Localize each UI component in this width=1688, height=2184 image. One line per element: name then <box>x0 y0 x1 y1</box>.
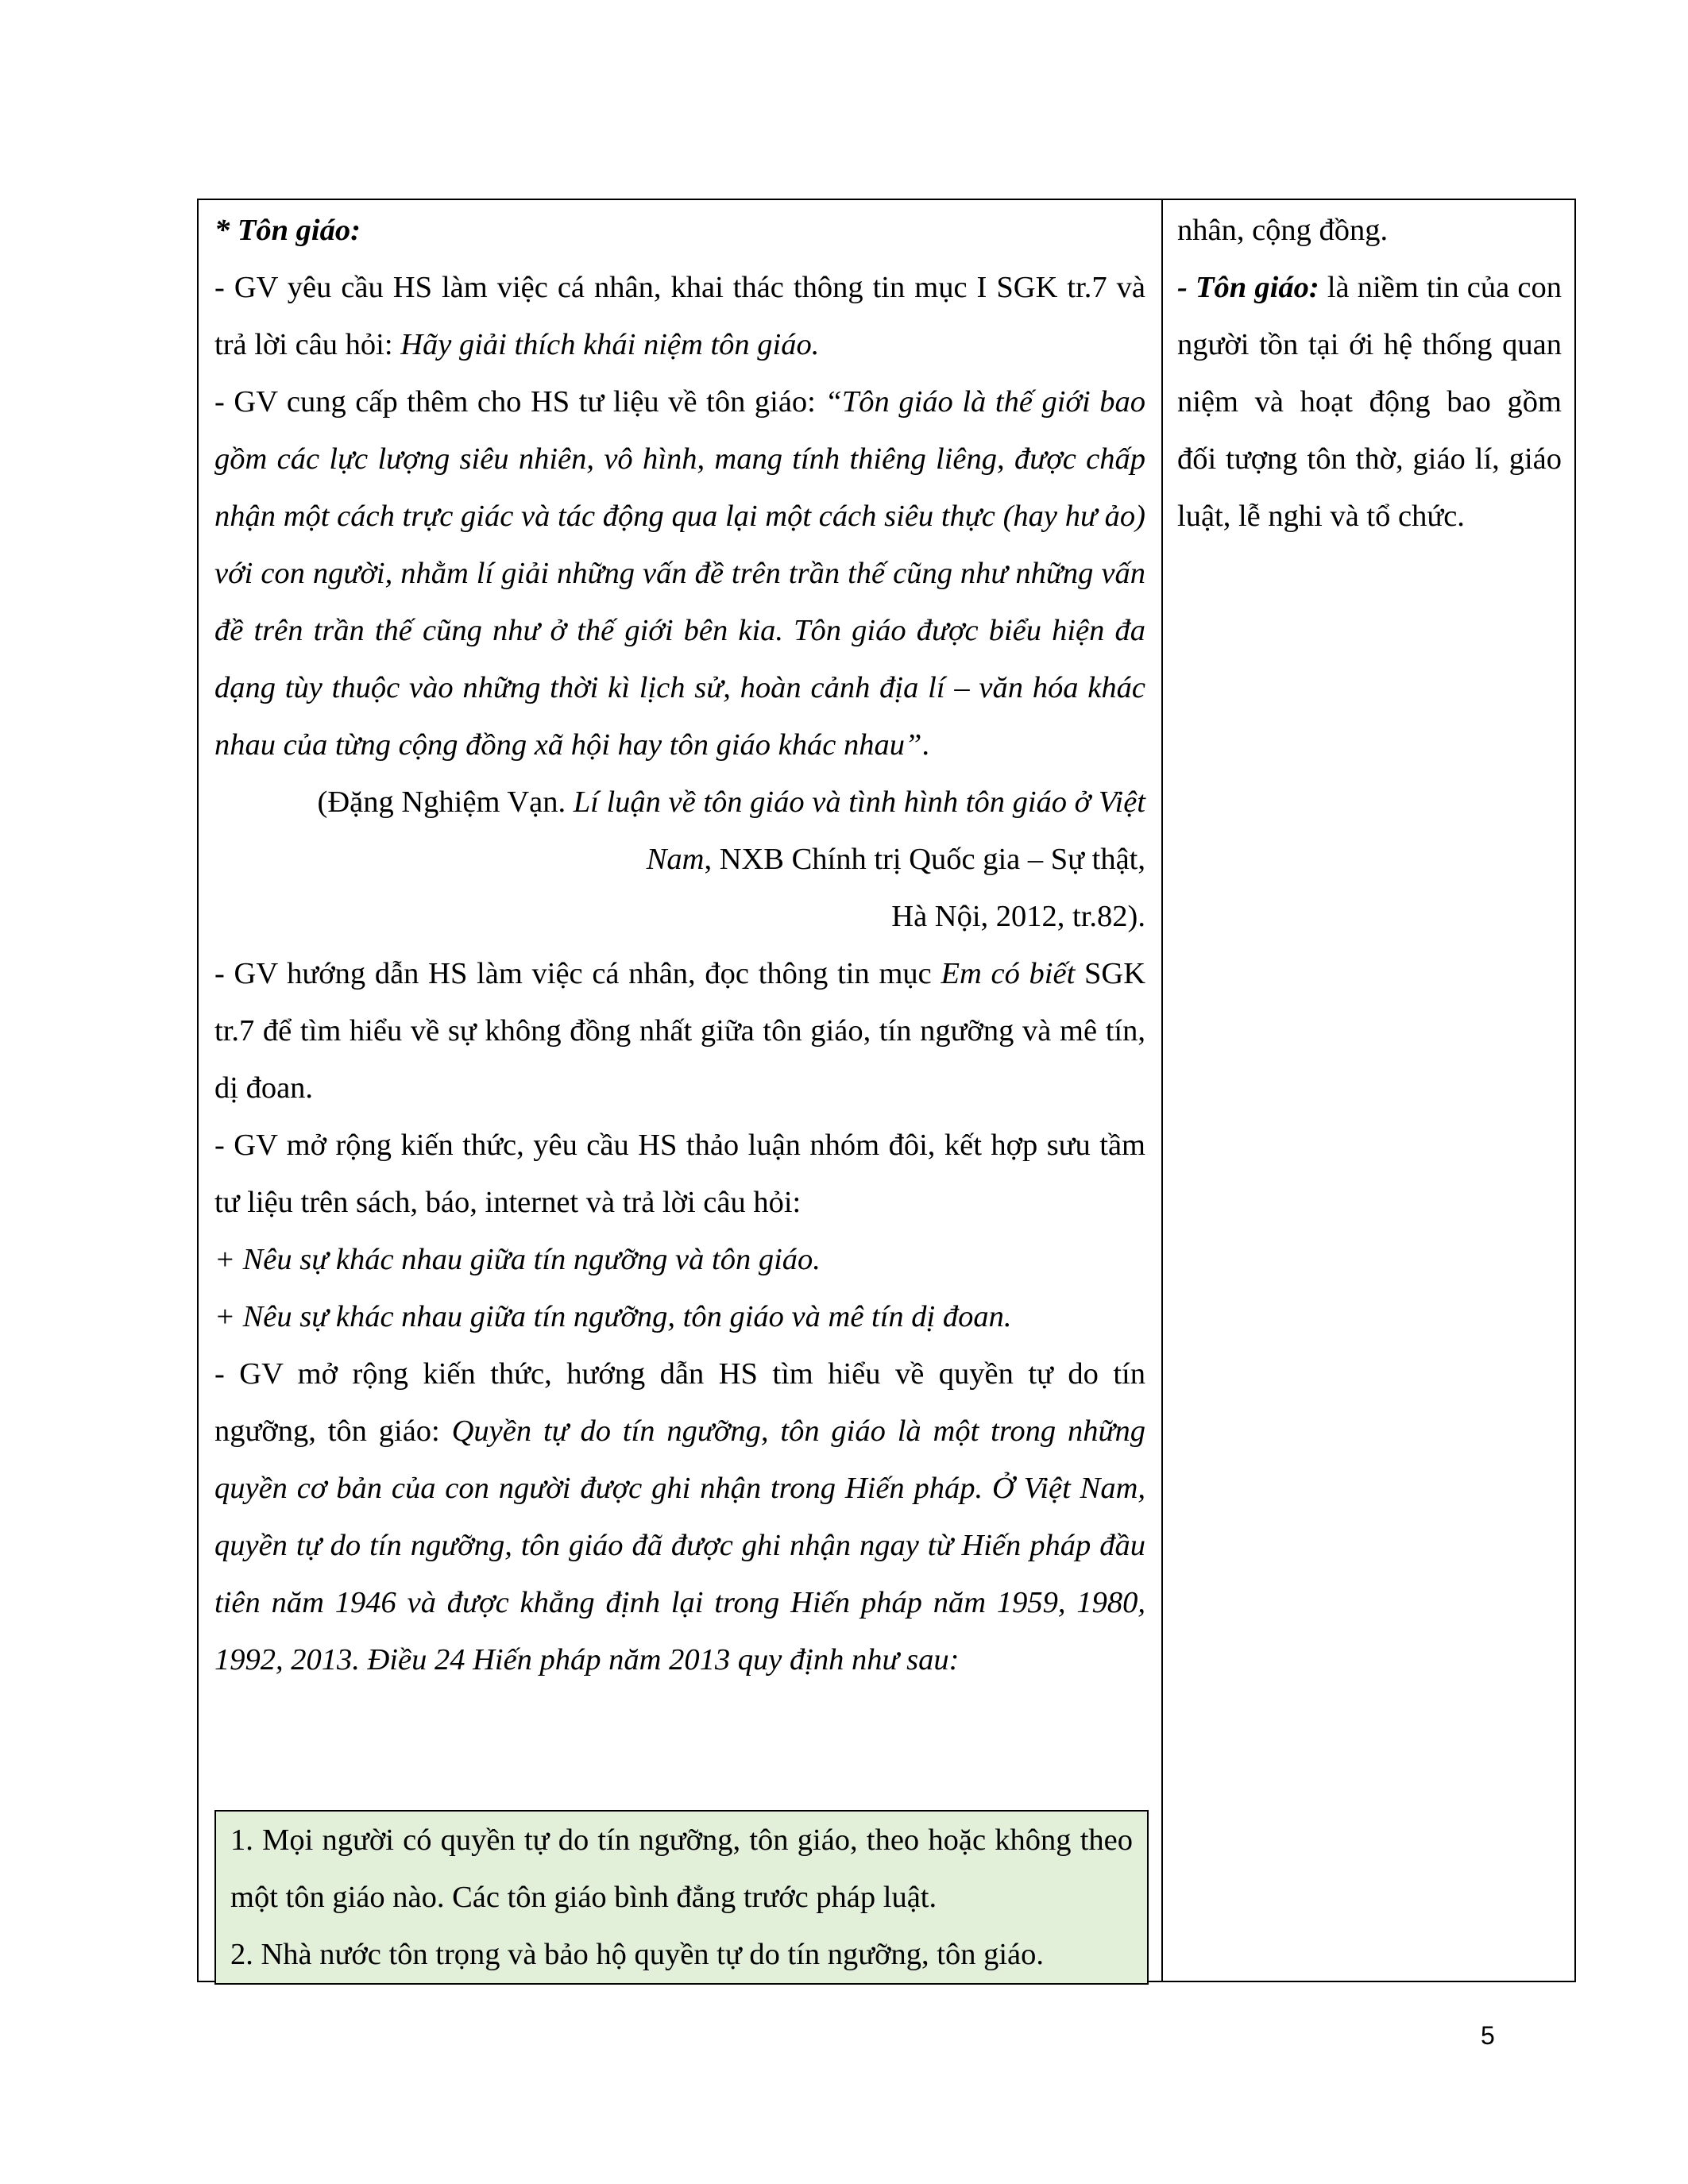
page-number: 5 <box>1481 2021 1495 2050</box>
constitution-article-box <box>214 1810 1149 1985</box>
paragraph-quote: - GV cung cấp thêm cho HS tư liệu về tôn giáo: “Tôn giáo là thế giới bao gồm các lực lượng siêu nhiên, vô hình, mang tính thiêng liêng, được chấp nhận một cách trực giác và tác động qua lại một cách siêu thực (hay hư ảo) với con người, nhằm lí giải những vấn đề trên trần thế cũng như những vấn đề trên trần thế cũng như ở thế giới bên kia. Tôn giáo được biểu hiện đa dạng tùy thuộc vào những thời kì lịch sử, hoàn cảnh địa lí – văn hóa khác nhau của từng cộng đồng xã hội hay tôn giáo khác nhau”. <box>214 385 1145 762</box>
expected-result-content <box>1177 202 1562 545</box>
article-clause-1: 1. Mọi người có quyền tự do tín ngưỡng, tôn giáo, theo hoặc không theo một tôn giáo nào. Các tôn giáo bình đẳng trước pháp luật. <box>230 1823 1133 1914</box>
religion-definition: - Tôn giáo: là niềm tin của con người tồn tại ới hệ thống quan niệm và hoạt động bao gồm đối tượng tôn thờ, giáo lí, giáo luật, lễ nghi và tổ chức. <box>1177 271 1562 533</box>
citation-line-3: Hà Nội, 2012, tr.82). <box>891 900 1145 933</box>
question-1: + Nêu sự khác nhau giữa tín ngưỡng và tôn giáo. <box>214 1243 821 1276</box>
question-2: + Nêu sự khác nhau giữa tín ngưỡng, tôn giáo và mê tín dị đoan. <box>214 1300 1012 1333</box>
teacher-activity-column <box>199 200 1163 1981</box>
paragraph-em-co-biet: - GV hướng dẫn HS làm việc cá nhân, đọc thông tin mục Em có biết SGK tr.7 để tìm hiểu về sự không đồng nhất giữa tôn giáo, tín ngưỡng và mê tín, dị đoan. <box>214 957 1145 1105</box>
section-heading: * Tôn giáo: <box>214 214 361 247</box>
article-clause-2: 2. Nhà nước tôn trọng và bảo hộ quyền tự do tín ngưỡng, tôn giáo. <box>230 1938 1044 1971</box>
expected-result-column <box>1163 200 1574 1981</box>
teacher-activity-content <box>214 202 1145 1688</box>
citation-line-2: Nam, NXB Chính trị Quốc gia – Sự thật, <box>646 843 1145 876</box>
paragraph-freedom: - GV mở rộng kiến thức, hướng dẫn HS tìm hiểu về quyền tự do tín ngưỡng, tôn giáo: Quyền tự do tín ngưỡng, tôn giáo là một trong những quyền cơ bản của con người được ghi nhận trong Hiến pháp. Ở Việt Nam, quyền tự do tín ngưỡng, tôn giáo đã được ghi nhận ngay từ Hiến pháp đầu tiên năm 1946 và được khẳng định lại trong Hiến pháp năm 1959, 1980, 1992, 2013. Điều 24 Hiến pháp năm 2013 quy định như sau: <box>214 1357 1146 1677</box>
result-continuation: nhân, cộng đồng. <box>1177 214 1389 247</box>
paragraph-discussion: - GV mở rộng kiến thức, yêu cầu HS thảo luận nhóm đôi, kết hợp sưu tầm tư liệu trên sách, báo, internet và trả lời câu hỏi: <box>214 1129 1145 1219</box>
paragraph-task: - GV yêu cầu HS làm việc cá nhân, khai thác thông tin mục I SGK tr.7 và trả lời câu hỏi: Hãy giải thích khái niệm tôn giáo. <box>214 271 1145 361</box>
citation-line-1: (Đặng Nghiệm Vạn. Lí luận về tôn giáo và tình hình tôn giáo ở Việt <box>317 785 1145 819</box>
lesson-table <box>197 199 1576 1982</box>
